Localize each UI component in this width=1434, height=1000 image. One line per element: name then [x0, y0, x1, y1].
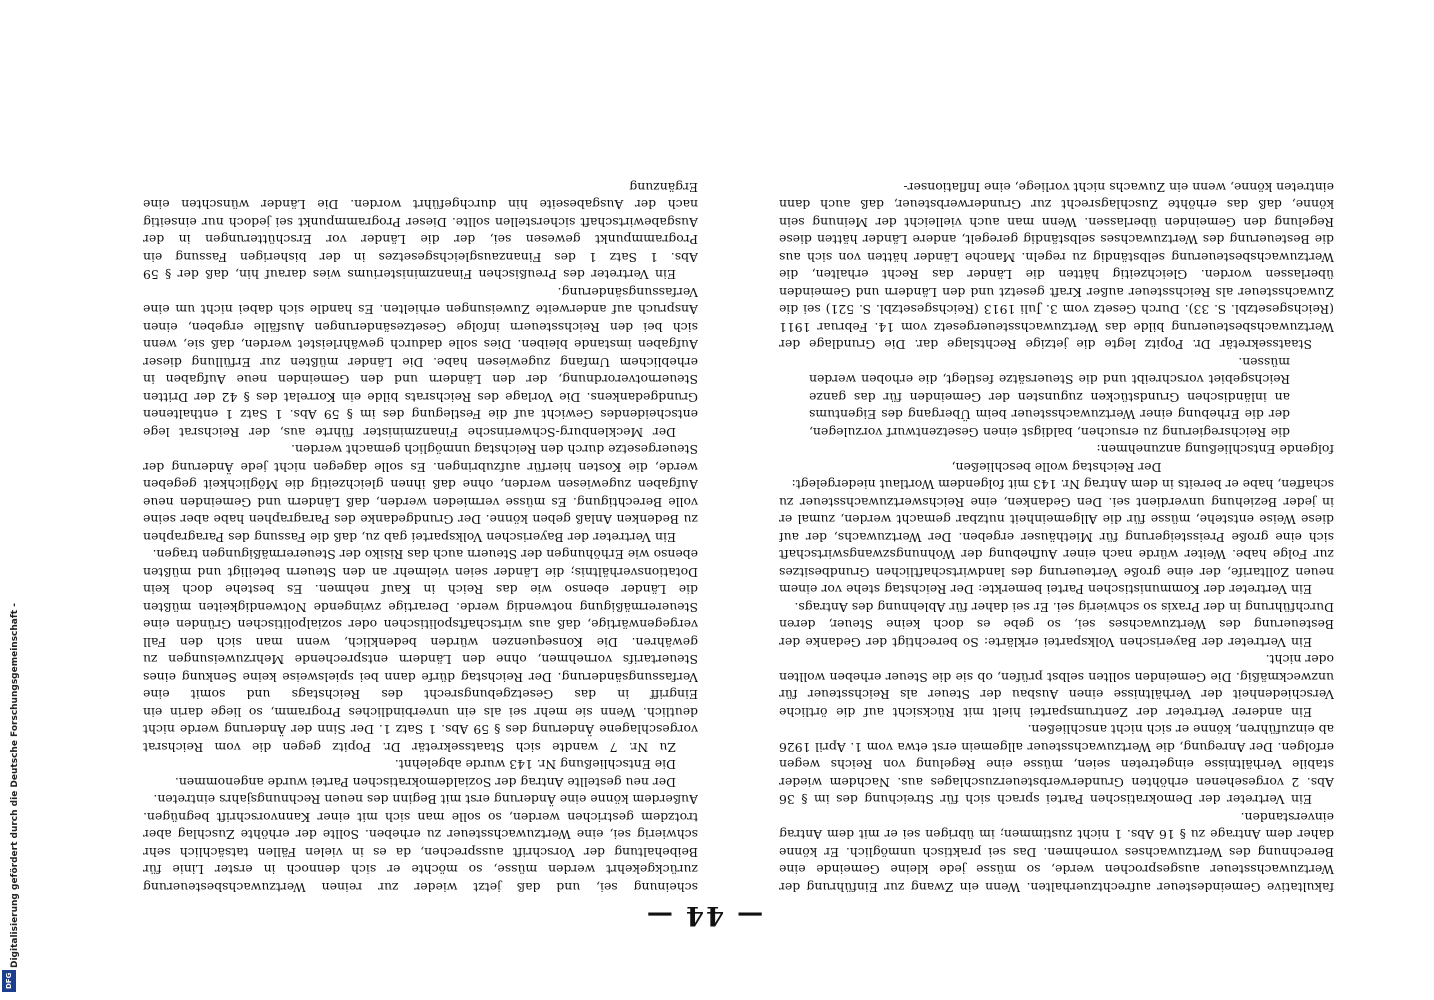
- left-text-column: [779, 86, 1334, 896]
- digitization-credit: [0, 0, 18, 1000]
- paragraph: Staatssekretär Dr. Popitz legte die jetzige Rechtslage dar. Die Grundlage der Wertzuwachsbesteuerung bilde das Wertzuwachssteuergesetz vom 14. Februar 1911 (Reichsgesetzbl. S. 33). Durch Gesetz vom 3. Juli 1913 (Reichsgesetzbl. S. 521) sei die Zuwachssteuer als Reichssteuer außer Kraft gesetzt und den Ländern und Gemeinden überlassen worden. Gleichzeitig hätten die Länder das Recht erhalten, die Wertzuwachsbesteuerung selbständig zu regeln. Manche Länder hätten von sich aus die Besteuerung des Wertzuwachses selbständig geregelt, andere Länder hätten diese Regelung den Gemeinden überlassen. Wenn man auch vielleicht der Meinung sein könne, daß das erhöhte Zuschlagsrecht zur Grunderwerbsteuer, daß auch dann eintreten könne, wenn ein Zuwachs nicht vorliege, eine Inflationser-: [779, 180, 1334, 353]
- paragraph: scheinung sei, und daß jetzt wieder zur reinen Wertzuwachsbesteuerung zurückgekehrt werden müsse, so möchte er sich dennoch in erster Linie für Beibehaltung der Vorschrift aussprechen, da es in vielen Fällen tatsächlich sehr schwierig sei, eine Wertzuwachssteuer zu erheben. Sollte der erhöhte Zuschlag aber trotzdem gestrichen werden, so solle man sich mit einer Kannvorschrift begnügen. Außerdem könne eine Änderung erst mit Beginn des neuen Rechnungsjahrs eintreten.: [143, 792, 698, 895]
- right-text-column: [143, 86, 698, 896]
- paragraph: Die Entschließung Nr. 143 wurde abgelehnt.: [394, 757, 676, 773]
- paragraph: Der Mecklenburg-Schwerinsche Finanzminister führte aus, der Reichsrat lege entscheidendes Gewicht auf die Festlegung des im § 59 Abs. 1 Satz 1 enthaltenen Grundgedankens. Die Vorlage des Reichsrats bilde ein Korrelat des § 42 der Dritten Steuernotverordnung, der den Ländern und den Gemeinden neue Aufgaben in erheblichem Umfang zugewiesen habe. Die Länder müßten zur Erfüllung dieser Aufgaben imstande bleiben. Dies solle dadurch gewährleistet werden, daß sie, wenn sich bei den Reichssteuern infolge Gesetzesänderungen Ausfälle ergeben, einen Anspruch auf anderweite Zuweisungen erhielten. Es handle sich dabei nicht um eine Verfassungsänderung.: [143, 285, 698, 440]
- credit-text: Digitalisierung gefördert durch die Deutsche Forschungsgemeinschaft -: [10, 603, 20, 968]
- paragraph: Ein anderer Vertreter der Zentrumspartei hielt mit Rücksicht auf die örtliche Verschiedenheit der Verhältnisse einen Ausbau der Steuer als Reichssteuer für unzweckmäßig. Die Gemeinden sollten selbst prüfen, ob sie die Steuer erheben wollten oder nicht.: [779, 652, 1334, 720]
- paragraph: Ein Vertreter der Demokratischen Partei sprach sich für Streichung des im § 36 Abs. 2 vorgesehenen erhöhten Grunderwerbsteuerzuschlages aus. Nachdem wieder stabile Verhältnisse eingetreten seien, müsse eine Regelung von Reichs wegen erfolgen. Der Anregung, die Wertzuwachssteuer allgemein erst etwa vom 1. April 1926 ab einzuführen, könne er sich nicht anschließen.: [779, 722, 1334, 808]
- paragraph: Ein Vertreter der Bayerischen Volkspartei erklärte: So berechtigt der Gedanke der Besteuerung des Wertzuwachses sei, so gebe es doch keine Steuer, deren Durchführung in der Praxis so schwierig sei. Er sei daher für Ablehnung des Antrags.: [779, 600, 1334, 650]
- paragraph: Ein Vertreter der Kommunistischen Partei bemerkte: Der Reichstag stehe vor einem neuen Zolltarife, der eine große Verteuerung des landwirtschaftlichen Grundbesitzes zur Folge habe. Weiter würde nach einer Aufhebung der Wohnungszwangswirtschaft sich eine große Preissteigerung für Miethäuser ergeben. Der Wertzuwachs, der auf diese Weise entstehe, müsse für die Allgemeinheit nutzbar gemacht werden, zumal er in jeder Beziehung unverdient sei. Den Gedanken, eine Reichswertzuwachssteuer zu schaffen, habe er bereits in dem Antrag Nr. 143 mit folgendem Wortlaut niedergelegt:: [779, 477, 1334, 598]
- page-number: — 44 —: [644, 900, 764, 930]
- paragraph: Ein Vertreter der Bayerischen Volkspartei gab zu, daß die Fassung des Paragraphen zu Bedenken Anlaß geben könne. Der Grundgedanke des Paragraphen habe aber seine volle Berechtigung. Es müsse vermieden werden, daß Ländern und Gemeinden neue Aufgaben zugewiesen werden, ohne daß ihnen gleichzeitig die Möglichkeit gegeben werde, die Kosten hierfür aufzubringen. Es solle dagegen nicht jede Änderung der Steuergesetze durch den Reichstag unmöglich gemacht werden.: [143, 442, 698, 545]
- paragraph: Der Reichstag wolle beschließen,: [951, 460, 1162, 475]
- paragraph: folgende Entschließung anzunehmen:: [1096, 442, 1334, 458]
- dfg-logo-icon: DFG: [2, 970, 16, 992]
- paragraph: Der neu gestellte Antrag der Sozialdemokratischen Partei wurde angenommen.: [174, 775, 676, 790]
- paragraph: die Reichsregierung zu ersuchen, baldigst einen Gesetzentwurf vorzulegen, der die Erhebung einer Wertzuwachssteuer beim Übergang des Eigentums an inländischen Grundstücken zugunsten der Gemeinden für das ganze Reichsgebiet vorschreibt und die Steuersätze festlegt, die erhoben werden müssen.: [809, 355, 1290, 440]
- paragraph: fakultative Gemeindesteuer aufrechtzuerhalten. Wenn ein Zwang zur Einführung der Wertzuwachssteuer ausgesprochen werde, so müsse jede kleine Gemeinde eine Berechnung des Wertzuwachses vornehmen. Das sei praktisch unmöglich. Er könne daher dem Antrage zu § 16 Abs. 1 nicht zustimmen; im übrigen sei er mit dem Antrag einverstanden.: [779, 810, 1334, 895]
- paragraph: Zu Nr. 7 wandte sich Staatssekretär Dr. Popitz gegen die vom Reichsrat vorgeschlagene Änderung des § 59 Abs. 1 Satz 1. Der Sinn der Änderung werde nicht deutlich. Wenn sie mehr sei als ein unverbindliches Programm, so liege darin ein Eingriff in das Gesetzgebungsrecht des Reichstags und somit eine Verfassungsänderung. Der Reichstag dürfe dann bei spielsweise keine Senkung eines Steuertarifs vornehmen, ohne den Ländern entsprechende Mehrzuweisungen zu gewähren. Die Konsequenzen würden bedenklich, wenn man sich den Fall vergegenwärtige, daß aus wirtschaftspolitischen oder sozialpolitischen Gründen eine Steuerermäßigung notwendig werde. Derartige zwingende Notwendigkeiten müßten die Länder ebenso wie das Reich in Kauf nehmen. Es bestehe doch kein Dotationsverhältnis; die Länder seien vielmehr an den Steuern beteiligt und müßten ebenso wie Erhöhungen der Steuern auch das Risiko der Steuerermäßigungen tragen.: [143, 547, 698, 755]
- paragraph: Ein Vertreter des Preußischen Finanzministeriums wies darauf hin, daß der § 59 Abs. 1 Satz 1 des Finanzausgleichsgesetzes in der bisherigen Fassung ein Programmpunkt gewesen sei, der die Länder vor Erschütterungen in der Ausgabewirtschaft sicherstellen sollte. Dieser Programmpunkt sei jedoch nur einseitig nach der Ausgabeseite hin durchgeführt worden. Die Länder wünschten eine Ergänzung: [143, 180, 698, 283]
